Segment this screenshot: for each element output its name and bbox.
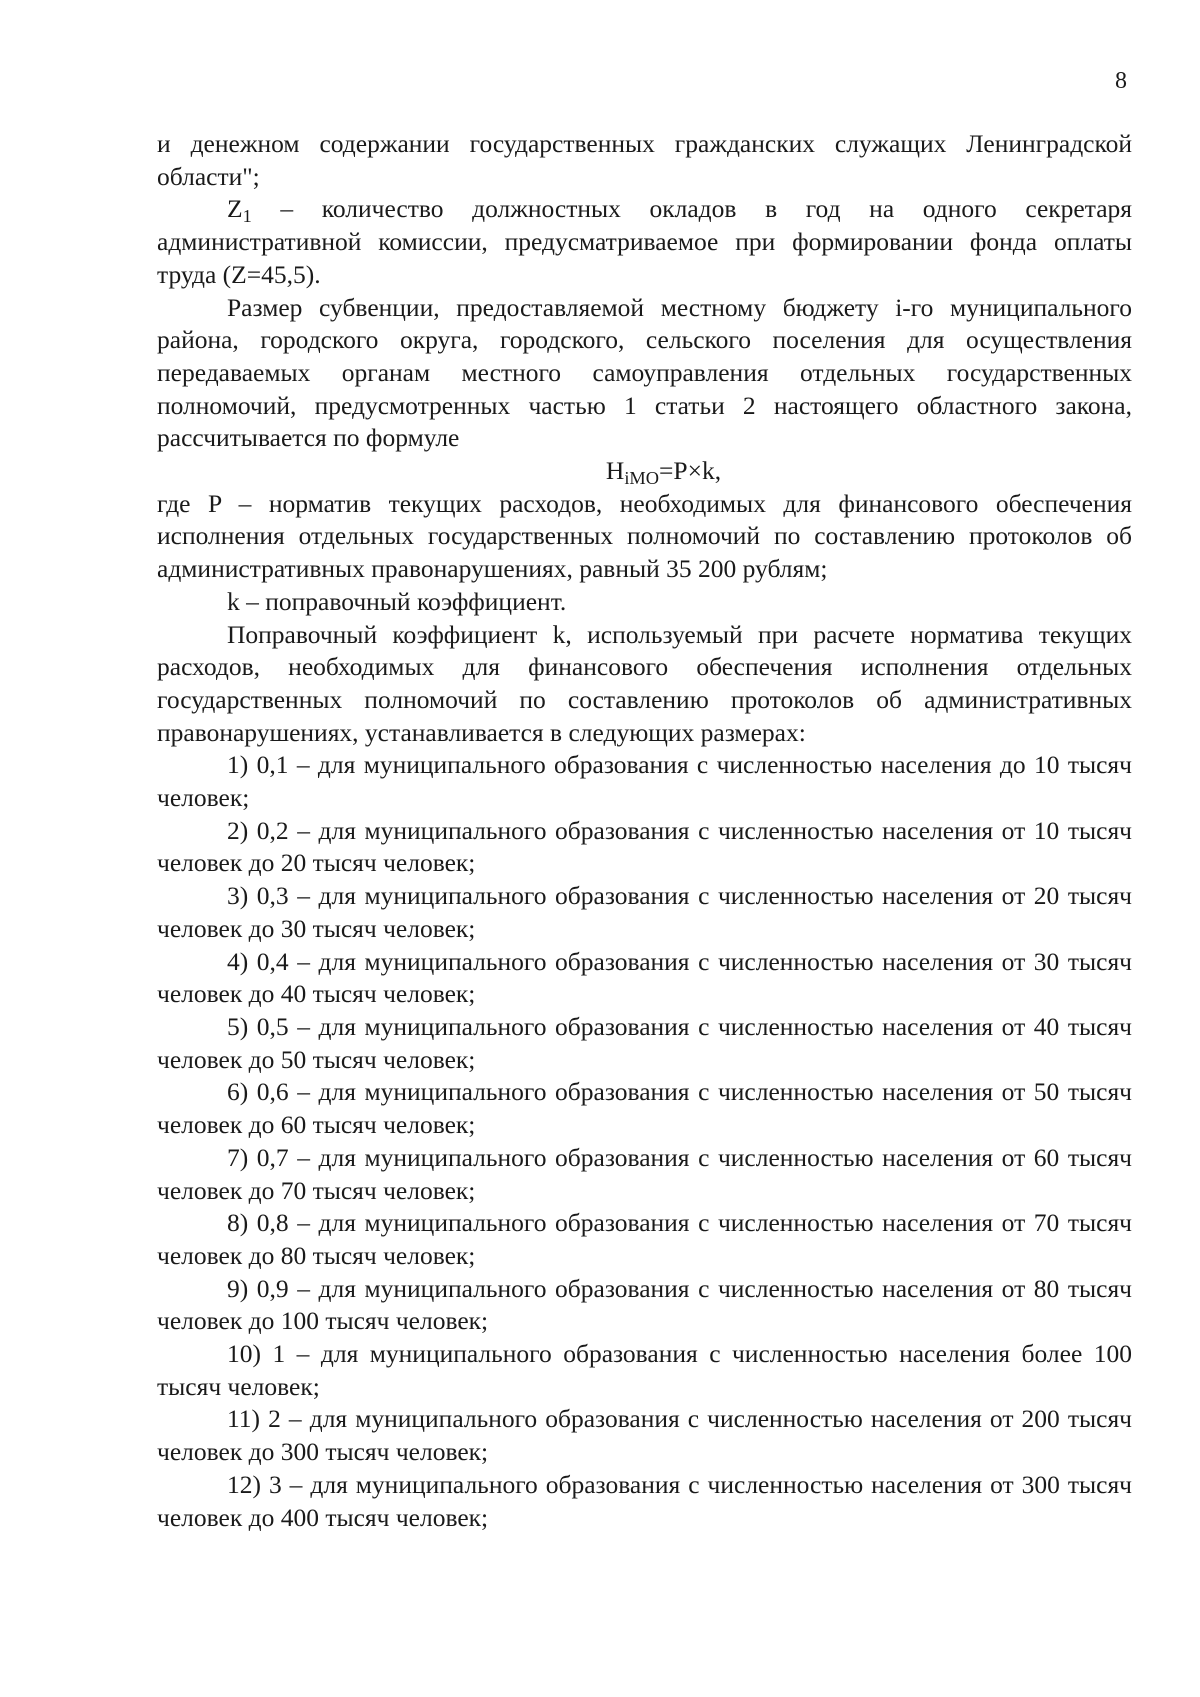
- document-body: [157, 128, 1132, 1534]
- z1-symbol: Z: [227, 194, 243, 224]
- formula: [157, 455, 1132, 488]
- page-number: 8: [1115, 68, 1127, 94]
- formula-subscript: iMO: [624, 468, 660, 489]
- paragraph-coefficient-intro: Поправочный коэффициент k, используемый при расчете норматива текущих расходов, необходимых для финансового обеспечения исполнения отдельных государственных полномочий по составлению протоколов об административных правонарушениях, устанавливается в следующих размерах:: [157, 619, 1132, 747]
- list-item: 8) 0,8 – для муниципального образования с численностью населения от 70 тысяч человек до 80 тысяч человек;: [157, 1208, 1132, 1270]
- z1-subscript: 1: [242, 206, 252, 227]
- paragraph-p-definition: где P – норматив текущих расходов, необходимых для финансового обеспечения исполнения отдельных государственных полномочий по составлению протоколов об административных правонарушениях, равный 35 200 рублям;: [157, 488, 1132, 584]
- paragraph-subvention-size: Размер субвенции, предоставляемой местному бюджету i-го муниципального района, городского округа, городского, сельского поселения для осуществления передаваемых органам местного самоуправления отдельных государственных полномочий, предусмотренных частью 1 статьи 2 настоящего областного закона, рассчитывается по формуле: [157, 292, 1132, 453]
- list-item: 11) 2 – для муниципального образования с численностью населения от 200 тысяч человек до 300 тысяч человек;: [157, 1404, 1132, 1467]
- list-item: 1) 0,1 – для муниципального образования с численностью населения до 10 тысяч человек;: [157, 750, 1132, 813]
- formula-rhs: =P×k,: [659, 456, 722, 486]
- paragraph-continuation: и денежном содержании государственных гражданских служащих Ленинградской области";: [157, 129, 1132, 191]
- z1-text: – количество должностных окладов в год на одного секретаря административной комиссии, предусматриваемое при формировании фонда оплаты труда (Z=45,5).: [157, 194, 1132, 289]
- list-item: 5) 0,5 – для муниципального образования с численностью населения от 40 тысяч человек до 50 тысяч человек;: [157, 1011, 1132, 1074]
- list-item: 6) 0,6 – для муниципального образования с численностью населения от 50 тысяч человек до 60 тысяч человек;: [157, 1077, 1132, 1140]
- list-item: 4) 0,4 – для муниципального образования с численностью населения от 30 тысяч человек до 40 тысяч человек;: [157, 946, 1132, 1009]
- list-item: 9) 0,9 – для муниципального образования с численностью населения от 80 тысяч человек до 100 тысяч человек;: [157, 1273, 1132, 1336]
- list-item: 10) 1 – для муниципального образования с численностью населения более 100 тысяч человек;: [157, 1339, 1132, 1401]
- formula-lhs: H: [605, 456, 625, 486]
- list-item: 12) 3 – для муниципального образования с численностью населения от 300 тысяч человек до 400 тысяч человек;: [157, 1469, 1132, 1532]
- list-item: 2) 0,2 – для муниципального образования с численностью населения от 10 тысяч человек до 20 тысяч человек;: [157, 815, 1132, 878]
- paragraph-k-definition: k – поправочный коэффициент.: [227, 586, 567, 616]
- list-item: 3) 0,3 – для муниципального образования с численностью населения от 20 тысяч человек до 30 тысяч человек;: [157, 881, 1132, 943]
- paragraph-z1-definition: [157, 193, 1132, 291]
- list-item: 7) 0,7 – для муниципального образования с численностью населения от 60 тысяч человек до 70 тысяч человек;: [157, 1142, 1132, 1205]
